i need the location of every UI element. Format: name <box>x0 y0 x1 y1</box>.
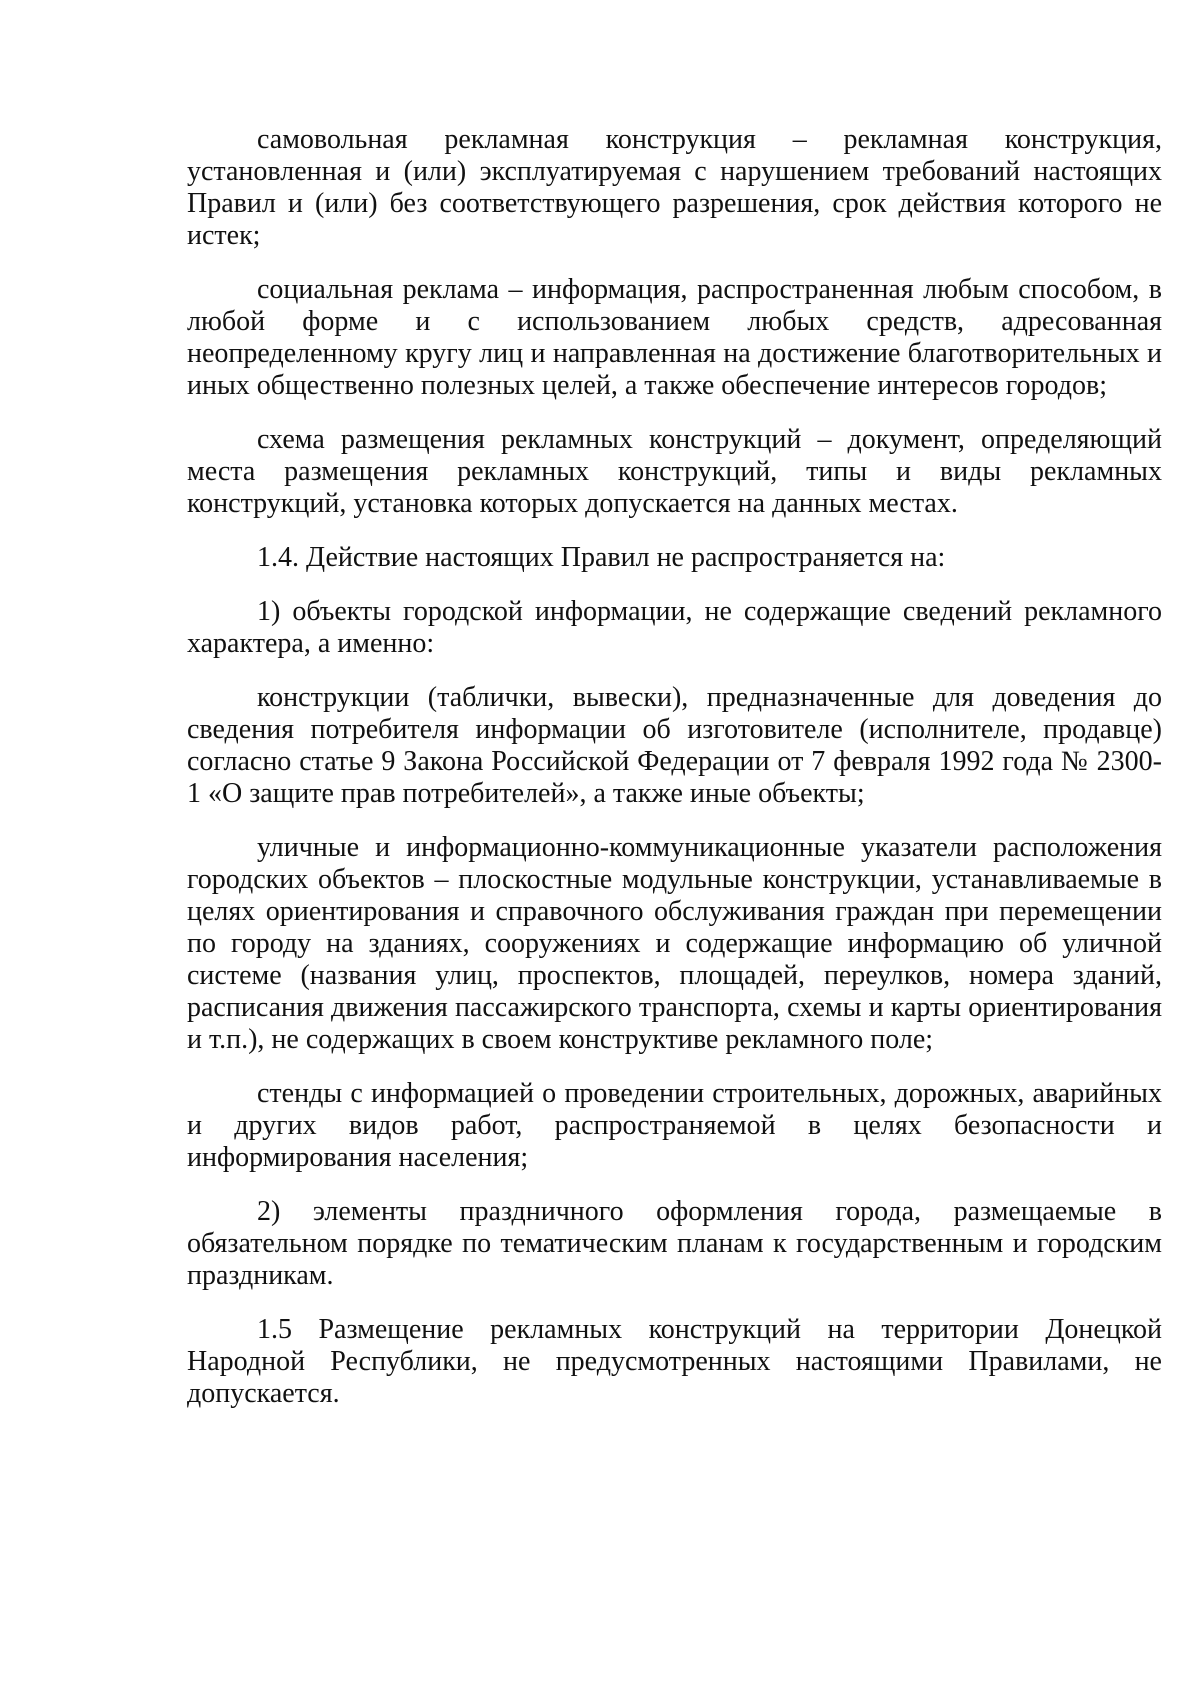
paragraph-street-signs: уличные и информационно-коммуникационные указатели расположения городских объектов – плоскостные модульные конструкции, устанавливаемые в целях ориентирования и справочного обслуживания граждан при перемещении по городу на зданиях, сооружениях и содержащие информацию об уличной системе (названия улиц, проспектов, площадей, переулков, номера зданий, расписания движения пассажирского транспорта, схемы и карты ориентирования и т.п.), не содержащих в своем конструктиве рекламного поле; <box>187 832 1162 1055</box>
paragraph-info-stands: стенды с информацией о проведении строительных, дорожных, аварийных и других видов работ, распространяемой в целях безопасности и информирования населения; <box>187 1078 1162 1173</box>
paragraph-social-advertising: социальная реклама – информация, распространенная любым способом, в любой форме и с использованием любых средств, адресованная неопределенному кругу лиц и направленная на достижение благотворительных и иных общественно полезных целей, а также обеспечение интересов городов; <box>187 274 1162 401</box>
paragraph-item-1: 1) объекты городской информации, не содержащие сведений рекламного характера, а именно: <box>187 596 1162 659</box>
document-body <box>187 124 1162 1432</box>
paragraph-section-1-4: 1.4. Действие настоящих Правил не распространяется на: <box>257 542 946 573</box>
paragraph-item-2: 2) элементы праздничного оформления города, размещаемые в обязательном порядке по тематическим планам к государственным и городским праздникам. <box>187 1196 1162 1291</box>
paragraph-section-1-5: 1.5 Размещение рекламных конструкций на территории Донецкой Народной Республики, не предусмотренных настоящими Правилами, не допускается. <box>187 1314 1162 1409</box>
paragraph-placement-scheme: схема размещения рекламных конструкций – документ, определяющий места размещения рекламных конструкций, типы и виды рекламных конструкций, установка которых допускается на данных местах. <box>187 424 1162 519</box>
paragraph-unauthorized-construction: самовольная рекламная конструкция – рекламная конструкция, установленная и (или) эксплуатируемая с нарушением требований настоящих Правил и (или) без соответствующего разрешения, срок действия которого не истек; <box>187 124 1162 251</box>
paragraph-signboards: конструкции (таблички, вывески), предназначенные для доведения до сведения потребителя информации об изготовителе (исполнителе, продавце) согласно статье 9 Закона Российской Федерации от 7 февраля 1992 года № 2300-1 «О защите прав потребителей», а также иные объекты; <box>187 682 1162 809</box>
